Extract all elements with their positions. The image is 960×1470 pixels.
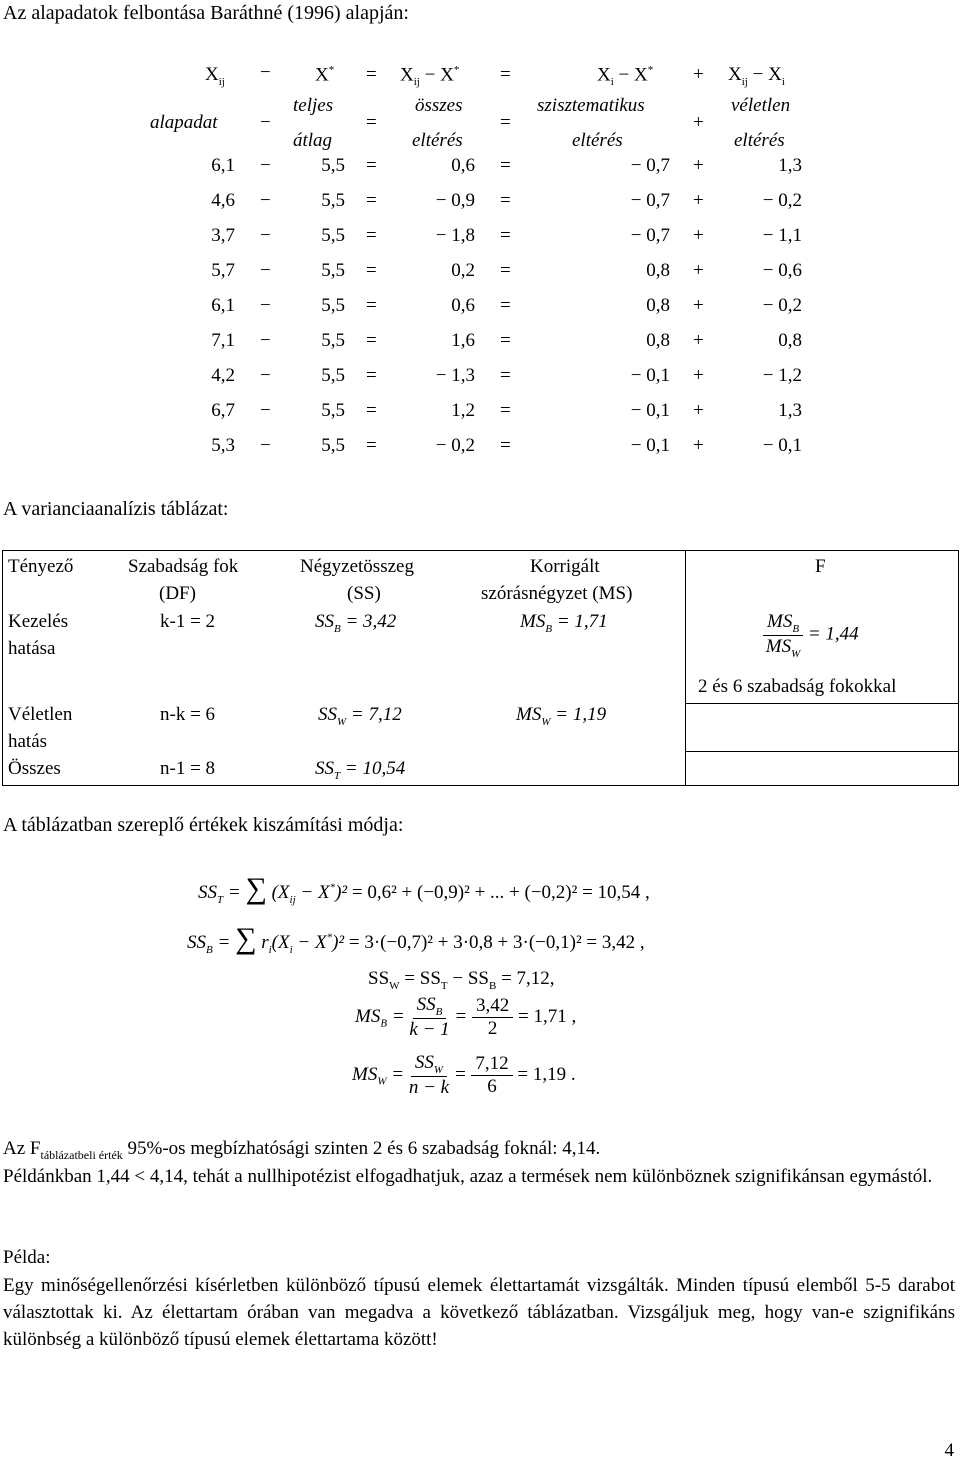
plus-sign: + <box>693 295 704 316</box>
row-value-sys: − 0,1 <box>630 365 670 386</box>
row-value-mean: 5,5 <box>321 225 345 246</box>
header-tenyezo: Tényező <box>8 556 74 577</box>
row-value-total: 0,6 <box>451 155 475 176</box>
formula-ssb: $SS_B$ = ∑ $r_i(X_i - X^*)^2 = 3\cdot(-0,7)^2 + 3\cdot 0,8 + 3\cdot(-0,1)^2 = 3,42$ , <box>187 922 645 956</box>
formula-xi-minus-xstar: $X_i - X^*$ <box>597 64 654 89</box>
row-veletlen-label2: hatás <box>8 731 48 752</box>
row-value-sys: 0,8 <box>646 330 670 351</box>
equals-sign: = <box>366 190 377 211</box>
row-kezeles-ss: $SS_B = 3,42$ <box>315 611 397 635</box>
equals-sign: = <box>500 435 511 456</box>
equals-sign: = <box>366 330 377 351</box>
row-value-total: 0,6 <box>451 295 475 316</box>
row-kezeles-df: k-1 = 2 <box>160 611 216 632</box>
f-denominator: $MS_W$ <box>765 635 801 660</box>
row-value-sys: − 0,7 <box>630 190 670 211</box>
header-f: F <box>815 556 826 577</box>
equals-sign: = <box>500 64 511 85</box>
row-value-sys: − 0,1 <box>630 435 670 456</box>
anova-table <box>2 550 959 786</box>
label-atlag: átlag <box>293 130 333 151</box>
formula-xij-minus-xi: $X_{ij} - X_i$ <box>728 64 785 88</box>
row-value-mean: 5,5 <box>321 400 345 421</box>
row-value-x: 6,1 <box>211 295 235 316</box>
row-veletlen-label: Véletlen <box>8 704 73 725</box>
header-ms: Korrigált <box>530 556 600 577</box>
row-value-x: 6,7 <box>211 400 235 421</box>
formula-ssw: $SS_W = SS_T - SS_B = 7,12$, <box>368 968 555 992</box>
example-label: Példa: <box>3 1247 51 1268</box>
row-veletlen-df: n-k = 6 <box>160 704 216 725</box>
equals-sign: = <box>366 295 377 316</box>
row-veletlen-ss: $SS_W = 7,12$ <box>318 704 402 728</box>
row-osszes-df: n-1 = 8 <box>160 758 216 779</box>
header-ss-abbr: (SS) <box>347 583 381 604</box>
f-value: = 1,44 <box>807 623 859 645</box>
row-value-total: − 1,3 <box>435 365 475 386</box>
plus-sign: + <box>693 400 704 421</box>
f-numerator: $MS_B$ <box>763 611 803 636</box>
equals-sign: = <box>500 225 511 246</box>
plus-sign: + <box>693 260 704 281</box>
row-value-err: − 1,1 <box>762 225 802 246</box>
row-value-sys: 0,8 <box>646 260 670 281</box>
equals-sign: = <box>500 260 511 281</box>
label-alapadat: alapadat <box>150 112 218 133</box>
label-osszes: összes <box>415 95 463 116</box>
row-value-total: − 0,9 <box>435 190 475 211</box>
plus-sign: + <box>693 225 704 246</box>
minus-sign: − <box>260 190 271 211</box>
header-df-abbr: (DF) <box>159 583 196 604</box>
row-value-sys: − 0,7 <box>630 155 670 176</box>
paragraph-conclusion: Példánkban 1,44 < 4,14, tehát a nullhipotézist elfogadhatjuk, azaz a termések nem különböznek szignifikánsan egymástól. <box>3 1166 933 1187</box>
row-value-x: 7,1 <box>211 330 235 351</box>
row-value-err: − 0,1 <box>762 435 802 456</box>
row-value-x: 4,2 <box>211 365 235 386</box>
row-value-total: − 0,2 <box>435 435 475 456</box>
plus-sign: + <box>693 330 704 351</box>
minus-sign: − <box>260 225 271 246</box>
label-elteres: eltérés <box>734 130 785 151</box>
row-value-mean: 5,5 <box>321 435 345 456</box>
label-elteres: eltérés <box>412 130 463 151</box>
minus-sign: − <box>260 155 271 176</box>
row-value-sys: − 0,7 <box>630 225 670 246</box>
plus-sign: + <box>693 155 704 176</box>
intro-heading: Az alapadatok felbontása Baráthné (1996) alapján: <box>3 2 409 24</box>
label-szisztematikus: szisztematikus <box>537 95 645 116</box>
row-value-total: 1,2 <box>451 400 475 421</box>
formula-xstar: X* <box>315 64 335 86</box>
equals-sign: = <box>366 365 377 386</box>
row-value-x: 6,1 <box>211 155 235 176</box>
decomposition-block <box>0 0 960 480</box>
minus-sign: − <box>260 330 271 351</box>
row-osszes-ss: $SS_T = 10,54$ <box>315 758 406 782</box>
minus-sign: − <box>260 365 271 386</box>
equals-sign: = <box>366 112 377 133</box>
formula-msw: $MS_W$ = $\frac{SS_W}{n - k}$ = $\frac{7,12}{6}$ = 1,19 . <box>352 1052 576 1098</box>
table-divider <box>685 703 958 704</box>
equals-sign: = <box>500 190 511 211</box>
row-value-mean: 5,5 <box>321 330 345 351</box>
formula-msb: $MS_B$ = $\frac{SS_B}{k - 1}$ = $\frac{3,42}{2}$ = 1,71 , <box>355 994 577 1040</box>
row-value-sys: − 0,1 <box>630 400 670 421</box>
minus-sign: − <box>260 295 271 316</box>
paragraph-example: Egy minőségellenőrzési kísérletben különböző típusú elemek élettartamát vizsgálták. Minden típusú elemből 5-5 darabot választottak ki. Az élettartam órában van megadva a következő táblázatban. Vizsgáljuk meg, hogy van-e szignifikáns különbség a különböző típusú elemek élettartama között! <box>3 1275 955 1350</box>
row-veletlen-ms: $MS_W = 1,19$ <box>516 704 607 728</box>
minus-sign: − <box>260 260 271 281</box>
formula-xij: $X_{ij}$ <box>205 64 225 88</box>
label-elteres: eltérés <box>572 130 623 151</box>
sigma-icon: ∑ <box>245 872 267 905</box>
plus-sign: + <box>693 365 704 386</box>
label-teljes: teljes <box>293 95 334 116</box>
sigma-icon: ∑ <box>235 922 257 955</box>
equals-sign: = <box>500 155 511 176</box>
plus-sign: + <box>693 112 704 133</box>
row-value-total: − 1,8 <box>435 225 475 246</box>
minus-sign: − <box>260 435 271 456</box>
equals-sign: = <box>500 295 511 316</box>
f-ratio <box>763 611 859 660</box>
row-value-err: 1,3 <box>778 155 802 176</box>
row-value-err: − 0,6 <box>762 260 802 281</box>
row-value-err: − 0,2 <box>762 295 802 316</box>
header-ss: Négyzetösszeg <box>300 556 414 577</box>
minus-sign: − <box>260 62 271 83</box>
row-kezeles-label2: hatása <box>8 638 56 659</box>
row-value-err: 1,3 <box>778 400 802 421</box>
row-value-err: − 1,2 <box>762 365 802 386</box>
plus-sign: + <box>693 190 704 211</box>
row-value-total: 1,6 <box>451 330 475 351</box>
table-divider <box>685 551 686 785</box>
header-df: Szabadság fok <box>128 556 239 577</box>
equals-sign: = <box>366 155 377 176</box>
equals-sign: = <box>366 64 377 85</box>
equals-sign: = <box>500 400 511 421</box>
label-veletlen: véletlen <box>731 95 791 116</box>
paragraph-critical-value: Az $F_{táblázatbeli érték}$ 95%-os megbízhatósági szinten 2 és 6 szabadság foknál: 4,14. <box>3 1138 601 1162</box>
row-value-err: − 0,2 <box>762 190 802 211</box>
row-value-x: 5,7 <box>211 260 235 281</box>
row-kezeles-label: Kezelés <box>8 611 69 632</box>
calc-heading: A táblázatban szereplő értékek kiszámítási módja: <box>3 814 404 836</box>
row-value-mean: 5,5 <box>321 295 345 316</box>
row-osszes-label: Összes <box>8 758 61 779</box>
equals-sign: = <box>366 400 377 421</box>
row-value-mean: 5,5 <box>321 155 345 176</box>
equals-sign: = <box>500 112 511 133</box>
formula-xij-minus-xstar: $X_{ij} - X^*$ <box>400 64 460 89</box>
anova-heading: A varianciaanalízis táblázat: <box>3 498 229 520</box>
minus-sign: − <box>260 112 271 133</box>
row-value-x: 5,3 <box>211 435 235 456</box>
equals-sign: = <box>366 435 377 456</box>
row-value-mean: 5,5 <box>321 365 345 386</box>
row-value-total: 0,2 <box>451 260 475 281</box>
f-note: 2 és 6 szabadság fokokkal <box>698 676 897 697</box>
row-value-err: 0,8 <box>778 330 802 351</box>
table-divider <box>685 751 958 752</box>
minus-sign: − <box>260 400 271 421</box>
equals-sign: = <box>500 330 511 351</box>
equals-sign: = <box>366 225 377 246</box>
plus-sign: + <box>693 435 704 456</box>
equals-sign: = <box>500 365 511 386</box>
row-value-x: 3,7 <box>211 225 235 246</box>
page-number: 4 <box>944 1440 954 1461</box>
row-value-mean: 5,5 <box>321 260 345 281</box>
row-value-mean: 5,5 <box>321 190 345 211</box>
header-ms-abbr: szórásnégyzet (MS) <box>481 583 633 604</box>
row-value-x: 4,6 <box>211 190 235 211</box>
plus-sign: + <box>693 64 704 85</box>
formula-sst: $SS_T$ = ∑ $(X_{ij} - X^*)^2 = 0,6^2 + (-0,9)^2$ + ... + (−0,2)² = 10,54 , <box>198 872 650 906</box>
row-value-sys: 0,8 <box>646 295 670 316</box>
row-kezeles-ms: $MS_B = 1,71$ <box>520 611 608 635</box>
equals-sign: = <box>366 260 377 281</box>
